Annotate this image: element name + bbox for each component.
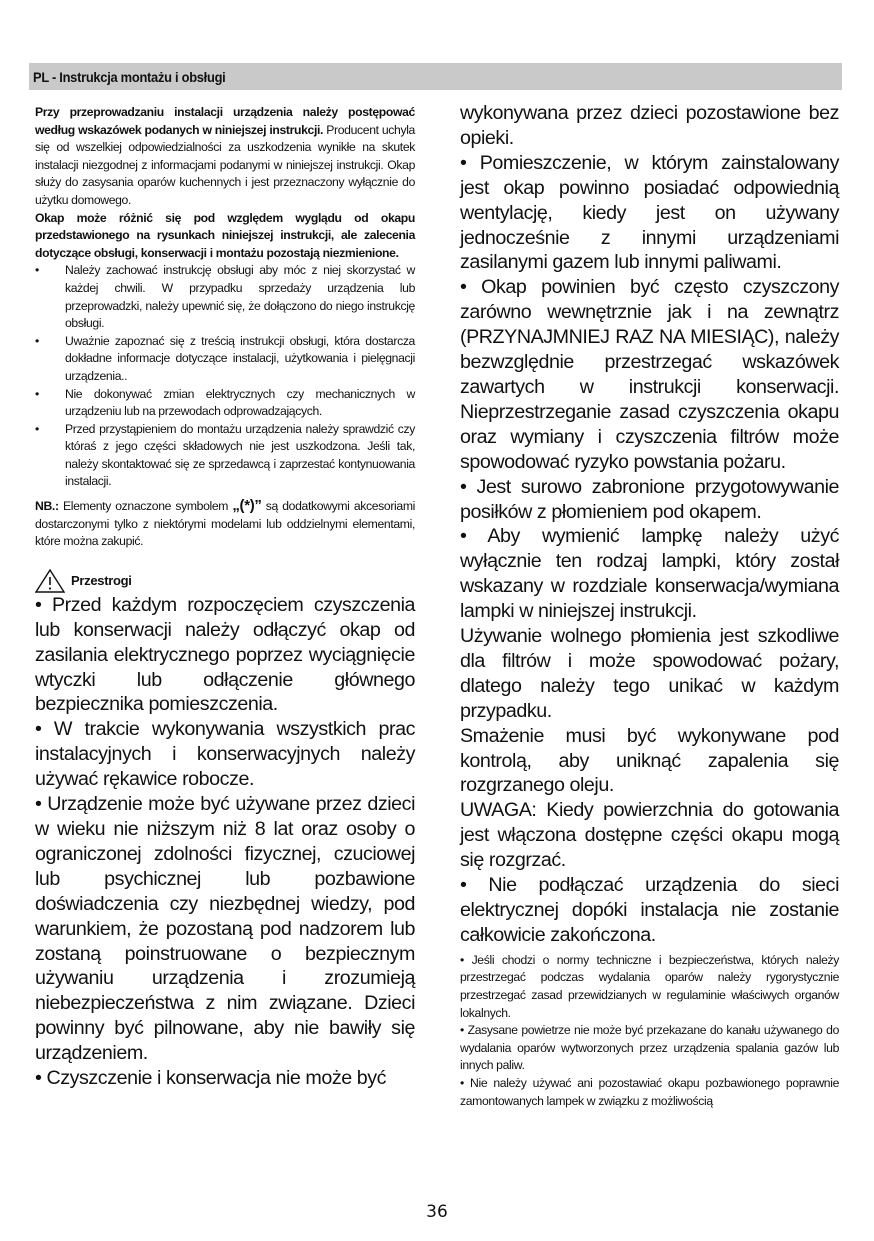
warning-paragraph: Używanie wolnego płomienia jest szkodliwe dla filtrów i może spowodować pożary, dlatego należy tego unikać w każdym przypadku. [460, 625, 839, 722]
section-title: PL - Instrukcja montażu i obsługi [33, 69, 226, 85]
warning-paragraph: • Czyszczenie i konserwacja nie może być [35, 1067, 387, 1090]
warning-paragraph: UWAGA: Kiedy powierzchnia do gotowania jest włączona dostępne części okapu mogą się rozgrzać. [460, 799, 839, 872]
warnings-heading [35, 569, 415, 593]
intro-text: Producent uchyla się od wszelkiej odpowiedzialności za uszkodzenia wynikłe na skutek instalacji niezgodnej z informacjami podanymi w niniejszej instrukcji. Okap służy do zasysania oparów kuchennych i jest przeznaczony wyłącznie do użytku domowego. [35, 122, 415, 207]
instruction-list [35, 262, 415, 491]
warning-paragraph: • Przed każdym rozpoczęciem czyszczenia lub konserwacji należy odłączyć okap od zasilania elektrycznego poprzez wyciągnięcie wtyczki lub odłączenie głównego bezpiecznika pomieszczenia. [35, 593, 415, 716]
page-number: 36 [426, 1202, 448, 1222]
warning-triangle-icon [35, 569, 65, 593]
warning-paragraph: • Nie podłączać urządzenia do sieci elektrycznej dopóki instalacja nie zostanie całkowicie zakończona. [460, 874, 839, 946]
intro-paragraph [35, 104, 415, 210]
warning-paragraph: • Okap powinien być często czyszczony zarówno wewnętrznie jak i na zewnątrz (PRZYNAJMNIEJ RAZ NA MIESIĄC), należy bezwzględnie przestrzegać wskazówek zawartych w instrukcji konserwacji. Nieprzestrzeganie zasad czyszczenia okapu oraz wymiany i czyszczenia filtrów może spowodować ryzyko powstania pożaru. [460, 276, 839, 473]
list-item: • Uważnie zapoznać się z treścią instrukcji obsługi, która dostarcza dokładne informacje dotyczące instalacji, użytkowania i pielęgnacji urządzenia.. [35, 333, 415, 383]
regulation-note: • Nie należy używać ani pozostawiać okapu pozbawionego poprawnie zamontowanych lampek w związku z możliwością [460, 1075, 839, 1108]
regulation-note: • Zasysane powietrze nie może być przekazane do kanału używanego do wydalania oparów wytworzonych przez urządzenia spalania gazów lub innych paliw. [460, 1023, 839, 1073]
nb-label: NB.: [35, 499, 59, 514]
nb-symbol: „(*)” [232, 497, 262, 515]
warning-paragraph: • Jest surowo zabronione przygotowywanie posiłków z płomieniem pod okapem. [460, 475, 839, 523]
warning-paragraph: Smażenie musi być wykonywane pod kontrolą, aby uniknąć zapalenia się rozgrzanego oleju. [460, 724, 839, 797]
section-header-bar [29, 63, 842, 90]
right-column [460, 101, 839, 1110]
appearance-note: Okap może różnić się pod względem wyglądu od okapu przedstawionego na rysunkach niniejszej instrukcji, ale zalecenia dotyczące obsługi, konserwacji i montażu pozostają niezmienione. [35, 210, 415, 260]
warning-paragraph: • W trakcie wykonywania wszystkich prac instalacyjnych i konserwacyjnych należy używać rękawice robocze. [35, 718, 415, 791]
warning-paragraph: • Aby wymienić lampkę należy użyć wyłącznie ten rodzaj lampki, który został wskazany w rozdziale konserwacja/wymiana lampki w niniejszej instrukcji. [460, 525, 839, 623]
list-item: • Należy zachować instrukcję obsługi aby móc z niej skorzystać w każdej chwili. W przypadku sprzedaży urządzenia lub przeprowadzki, należy upewnić się, że dołączono do niego instrukcję obsługi. [35, 263, 415, 331]
intro-bold-text: Przy przeprowadzaniu instalacji urządzenia należy postępować według wskazówek podanych w niniejszej instrukcji. [35, 105, 415, 137]
warning-paragraph: wykonywana przez dzieci pozostawione bez opieki. [460, 102, 839, 149]
left-column [35, 104, 415, 1091]
list-item: • Przed przystąpieniem do montażu urządzenia należy sprawdzić czy któraś z jego części składowych nie jest uszkodzona. Jeśli tak, należy skontaktować się ze sprzedawcą i zaprzestać kontynuowania instalacji. [35, 421, 415, 489]
regulation-note: • Jeśli chodzi o normy techniczne i bezpieczeństwa, których należy przestrzegać podczas wydalania oparów należy rygorystycznie przestrzegać zasad przewidzianych w regulaminie właściwych organów lokalnych. [460, 952, 839, 1020]
warning-paragraph: • Urządzenie może być używane przez dzieci w wieku nie niższym niż 8 lat oraz osoby o ograniczonej zdolności fizycznej, czuciowej lub psychicznej lub pozbawione doświadczenia czy niezbędnej wiedzy, pod warunkiem, że pozostaną pod nadzorem lub zostaną poinstruowane o bezpiecznym używaniu urządzenia i zrozumieją niebezpieczeństwa z nim związane. Dzieci powinny być pilnowane, aby nie bawiły się urządzeniem. [35, 793, 415, 1065]
warnings-title: Przestrogi [71, 573, 132, 589]
nb-note: NB.: Elementy oznaczone symbolem „(*)” są dodatkowymi akcesoriami dostarczonymi tylko z niektórymi modelami lub oddzielnymi elementami, które można zakupić. [35, 497, 416, 549]
warning-paragraph: • Pomieszczenie, w którym zainstalowany jest okap powinno posiadać odpowiednią wentylację, kiedy jest on używany jednocześnie z innymi urządzeniami zasilanymi gazem lub innymi paliwami. [460, 151, 839, 274]
list-item: • Nie dokonywać zmian elektrycznych czy mechanicznych w urządzeniu lub na przewodach odprowadzających. [35, 386, 415, 419]
